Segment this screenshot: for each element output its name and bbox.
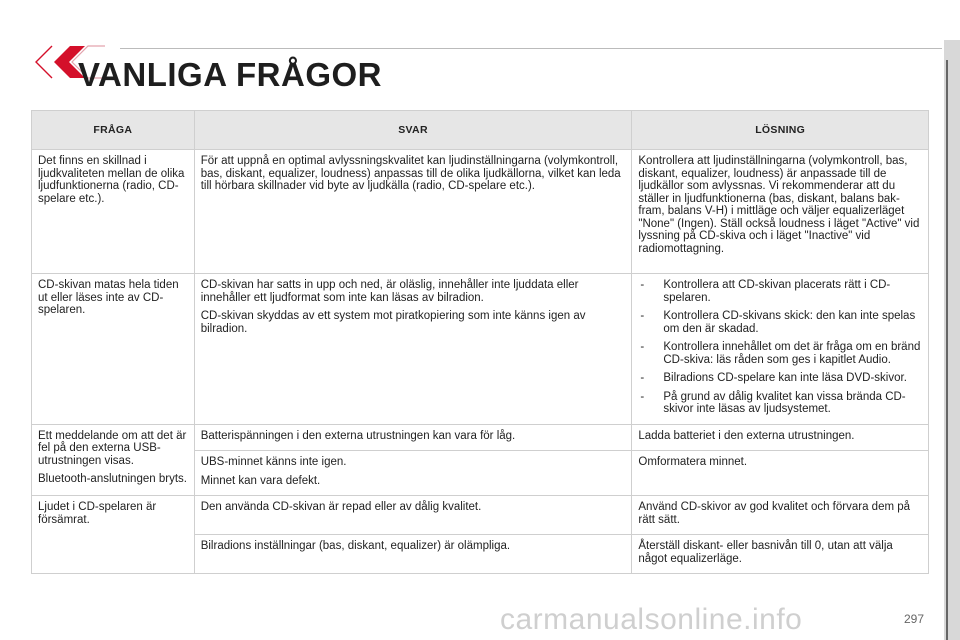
solution-cell — [632, 496, 929, 535]
question-text: Ljudet i CD-spelaren är försämrat. — [38, 501, 157, 526]
question-cell — [32, 150, 195, 274]
answer-text: För att uppnå en optimal avlyssningskvalitet kan ljudinställningarna (volymkontroll, bas, diskant, equalizer, loudness) anpassas till de olika ljudkällorna, vilket kan leda till hörbara skillnader vid byte av ljudkälla (radio, CD-spelare etc.). — [200, 155, 621, 192]
question-cell — [32, 496, 195, 574]
page-title: VANLIGA FRÅGOR — [78, 56, 382, 93]
answer-text: Batterispänningen i den externa utrustningen kan vara för låg. — [200, 429, 516, 442]
list-item: - Bilradions CD-spelare kan inte läsa DVD-skivor. — [638, 372, 922, 385]
question-text: CD-skivan matas hela tiden ut eller läses inte av CD-spelaren. — [38, 279, 179, 316]
list-item: - Kontrollera CD-skivans skick: den kan inte spelas om den är skadad. — [638, 310, 922, 335]
faq-table — [31, 110, 929, 574]
answer-cell — [194, 150, 632, 274]
question-cell — [32, 274, 195, 425]
table-header-row — [32, 111, 929, 150]
watermark: carmanualsonline.info — [500, 603, 803, 636]
solution-text: Omformatera minnet. — [638, 456, 748, 468]
question-text: Det finns en skillnad i ljudkvaliteten mellan de olika ljudfunktionerna (radio, CD-spelare etc.). — [38, 155, 185, 205]
answer-text: UBS-minnet känns inte igen. — [200, 456, 347, 468]
solution-text: Ladda batteriet i den externa utrustningen. — [638, 429, 855, 442]
table-row — [32, 274, 929, 425]
solution-text: Använd CD-skivor av god kvalitet och förvara dem på rätt sätt. — [638, 501, 911, 526]
answer-text: CD-skivan har satts in upp och ned, är oläslig, innehåller inte ljuddata eller innehåller ett ljudformat som inte kan läsas av bilradion. — [200, 279, 579, 304]
solution-list — [638, 279, 922, 416]
answer-text: Bilradions inställningar (bas, diskant, equalizer) är olämpliga. — [200, 540, 511, 552]
list-item: - På grund av dålig kvalitet kan vissa brända CD-skivor inte läsas av ljudsystemet. — [638, 391, 922, 416]
answer-text: Minnet kan vara defekt. — [200, 474, 321, 487]
table-row — [32, 150, 929, 274]
answer-cell — [194, 451, 632, 496]
solution-cell — [632, 150, 929, 274]
list-item: - Kontrollera innehållet om det är fråga om en bränd CD-skiva: läs råden som ges i kapitlet Audio. — [638, 341, 922, 366]
question-text: Ett meddelande om att det är fel på den externa USB-utrustningen visas. — [38, 429, 187, 467]
answer-cell — [194, 535, 632, 574]
question-cell — [32, 424, 195, 496]
answer-text: CD-skivan skyddas av ett system mot piratkopiering som inte känns igen av bilradion. — [200, 310, 586, 335]
answer-text: Den använda CD-skivan är repad eller av dålig kvalitet. — [200, 501, 482, 513]
table-row — [32, 496, 929, 535]
solution-cell — [632, 451, 929, 496]
table-row — [32, 424, 929, 451]
page-edge-strip — [944, 40, 960, 640]
question-text: Bluetooth-anslutningen bryts. — [38, 473, 187, 485]
header-rule — [120, 48, 942, 49]
page-number: 297 — [904, 612, 925, 626]
answer-cell — [194, 274, 632, 425]
header-question: FRÅGA — [32, 111, 195, 150]
answer-cell — [194, 424, 632, 451]
header-answer: SVAR — [194, 111, 632, 150]
solution-cell — [632, 535, 929, 574]
solution-text: Kontrollera att ljudinställningarna (volymkontroll, bas, diskant, equalizer, loudness) är anpassade till de ljudkällor som avlyssnas. Vi rekommenderar att du ställer in ljudfunktionerna (bas, diskant, balans bak-fram, balans V-H) i mittläge och väljer equalizerläget "None" (Ingen). Ställ också loudness i läget "Active" vid lyssning på CD-skiva och i läget "Inactive" vid radiomottagning. — [638, 155, 920, 255]
solution-cell — [632, 274, 929, 425]
solution-text: Återställ diskant- eller basnivån till 0, utan att välja något equalizerläge. — [638, 540, 893, 565]
answer-cell — [194, 496, 632, 535]
list-item: - Kontrollera att CD-skivan placerats rätt i CD-spelaren. — [638, 279, 922, 304]
solution-cell — [632, 424, 929, 451]
header-solution: LÖSNING — [632, 111, 929, 150]
